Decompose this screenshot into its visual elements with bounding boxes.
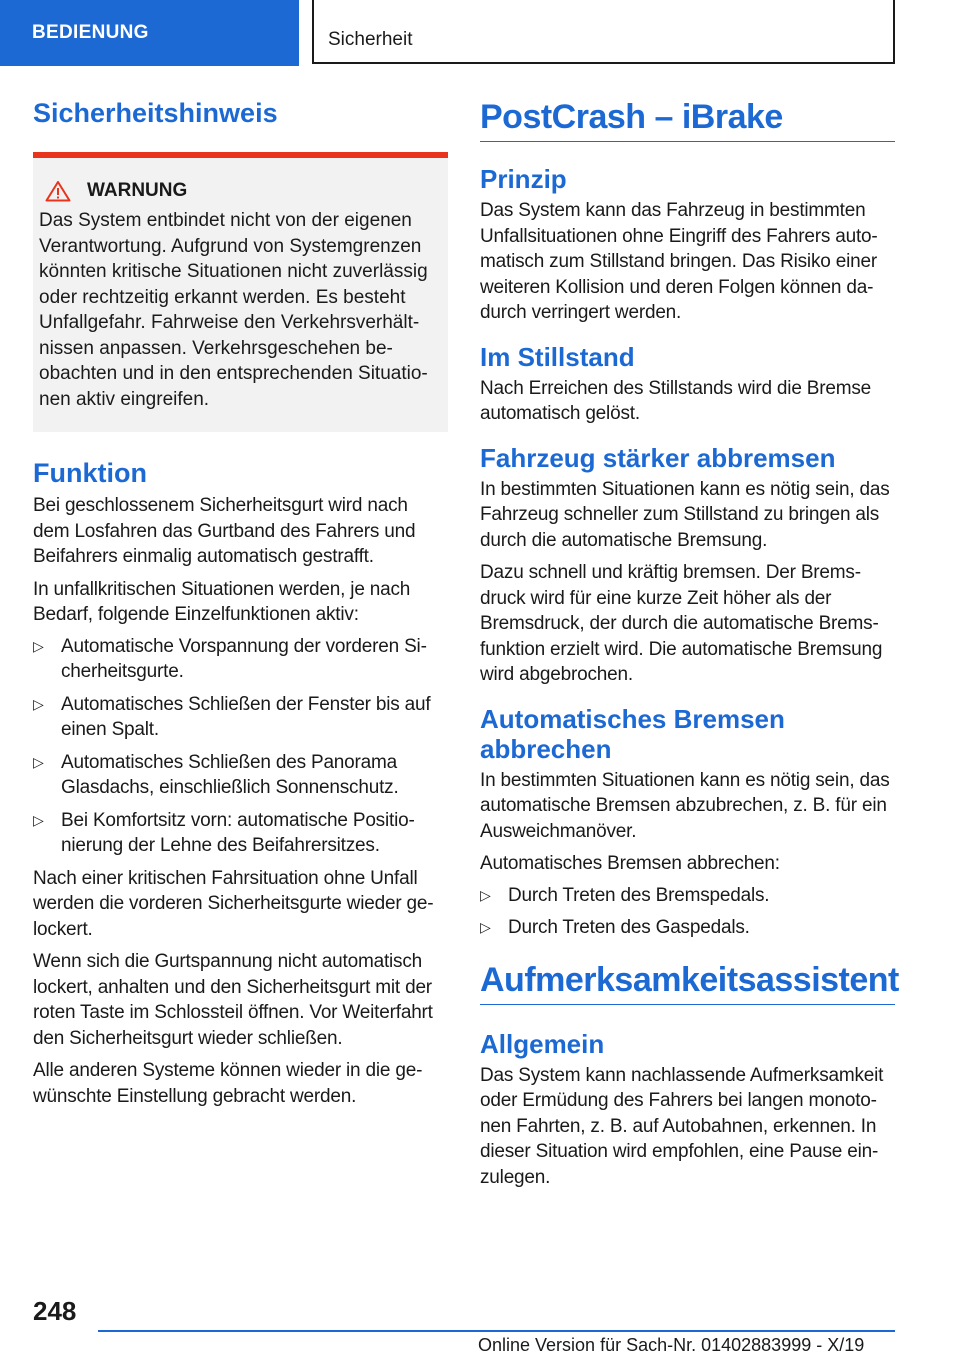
- list-item-text: Automatisches Schließen der Fenster bis auf einen Spalt.: [61, 693, 431, 740]
- warning-header: [39, 180, 436, 202]
- brake-harder-text-1: In bestimmten Situationen kann es nötig sein, das Fahrzeug schneller zum Stillstand zu bringen als durch die automatische Bremsung.: [480, 478, 890, 551]
- function-paragraph-3: Nach einer kritischen Fahrsituation ohne Unfall werden die vorderen Sicherheitsgurte wieder gelockert.: [33, 867, 434, 940]
- warning-label: WARNUNG: [87, 180, 188, 201]
- warning-triangle-icon: [45, 180, 71, 202]
- triangle-bullet-icon: ▷: [480, 919, 491, 935]
- subtitle-standstill: Im Stillstand: [480, 341, 635, 372]
- list-item: [33, 750, 448, 801]
- function-paragraph-4: Wenn sich die Gurtspannung nicht automatisch lockert, anhalten und den Sicherheitsgurt mit der roten Taste im Schlossteil öffnen. Vor Weiterfahrt den Sicherheitsgurt wieder schließen.: [33, 951, 433, 1049]
- function-list: [33, 634, 448, 859]
- list-item: [480, 883, 895, 909]
- footer-divider: [98, 1330, 895, 1332]
- triangle-bullet-icon: ▷: [33, 695, 44, 712]
- subtitle-cancel-braking: Automatisches Bremsen abbrechen: [480, 703, 785, 764]
- list-item-text: Durch Treten des Bremspedals.: [508, 884, 770, 906]
- general-text: Das System kann nachlassende Aufmerksamkeit oder Ermüdung des Fahrers bei langen monotonen Fahrten, z. B. auf Autobahnen, erkennen. In dieser Situation wird empfohlen, eine Pause einzulegen.: [480, 1064, 884, 1188]
- cancel-braking-text-2: Automatisches Bremsen abbrechen:: [480, 853, 780, 874]
- function-paragraph-1: Bei geschlossenem Sicherheitsgurt wird nach dem Losfahren das Gurtband des Fahrers und Beifahrers einmalig automatisch gestrafft.: [33, 495, 416, 567]
- triangle-bullet-icon: ▷: [33, 637, 44, 654]
- triangle-bullet-icon: ▷: [33, 811, 44, 828]
- section-title-attention-assistant: Aufmerksamkeitsassistent: [480, 961, 895, 1005]
- list-item: [33, 692, 448, 743]
- section-title-function: Funktion: [33, 458, 147, 488]
- subtitle-general: Allgemein: [480, 1028, 605, 1059]
- function-paragraph-5: Alle anderen Systeme können wieder in die gewünschte Einstellung gebracht werden.: [33, 1060, 423, 1107]
- function-paragraph-2: In unfallkritischen Situationen werden, je nach Bedarf, folgende Einzelfunktionen aktiv:: [33, 578, 411, 625]
- section-tab: BEDIENUNG: [0, 0, 299, 66]
- triangle-bullet-icon: ▷: [480, 886, 491, 903]
- brake-harder-text-2: Dazu schnell und kräftig bremsen. Der Bremsdruck wird für eine kurze Zeit höher als der Bremsdruck, der durch die automatische Bremsfunktion erzielt wird. Die automatische Bremsung wird abgebrochen.: [480, 562, 883, 685]
- triangle-bullet-icon: ▷: [33, 753, 44, 770]
- subtitle-brake-harder: Fahrzeug stärker abbremsen: [480, 442, 836, 473]
- principle-text: Das System kann das Fahrzeug in bestimmten Unfallsituationen ohne Eingriff des Fahrers automatisch zum Stillstand bringen. Das Risiko einer weiteren Kollision und deren Folgen können dadurch verringert werden.: [480, 200, 878, 323]
- subtitle-principle: Prinzip: [480, 164, 567, 194]
- left-column: [33, 98, 448, 1109]
- list-item-text: Automatisches Schließen des Panorama Glasdachs, einschließlich Sonnenschutz.: [61, 751, 399, 798]
- list-item-text: Automatische Vorspannung der vorderen Sicherheitsgurte.: [61, 635, 427, 682]
- list-item: [33, 808, 448, 859]
- list-item-text: Bei Komfortsitz vorn: automatische Positionierung der Lehne des Beifahrersitzes.: [61, 809, 415, 856]
- page-header: [0, 0, 960, 66]
- page-number: 248: [33, 1296, 77, 1326]
- cancel-braking-text-1: In bestimmten Situationen kann es nötig sein, das automatische Bremsen abzubrechen, z. B. für ein Ausweichmanöver.: [480, 769, 890, 842]
- cancel-braking-list: [480, 883, 895, 941]
- warning-text: Das System entbindet nicht von der eigenen Verantwortung. Aufgrund von Systemgrenzen könnten kritische Situationen nicht zuverlässig oder rechtzeitig erkannt werden. Es besteht Unfallgefahr. Fahrweise den Verkehrsverhältnissen anpassen. Verkehrsgeschehen beobachten und in den entsprechenden Situationen aktiv eingreifen.: [39, 210, 428, 410]
- footer-text: Online Version für Sach-Nr. 01402883999 - X/19: [478, 1335, 865, 1355]
- warning-box: [33, 152, 448, 432]
- list-item-text: Durch Treten des Gaspedals.: [508, 917, 750, 938]
- list-item: [480, 915, 895, 941]
- standstill-text: Nach Erreichen des Stillstands wird die Bremse automatisch gelöst.: [480, 377, 872, 424]
- section-title-postcrash: PostCrash – iBrake: [480, 98, 895, 142]
- list-item: [33, 634, 448, 685]
- chapter-title: Sicherheit: [312, 0, 895, 64]
- right-column: [480, 98, 899, 1190]
- section-title-safety: Sicherheitshinweis: [33, 98, 278, 128]
